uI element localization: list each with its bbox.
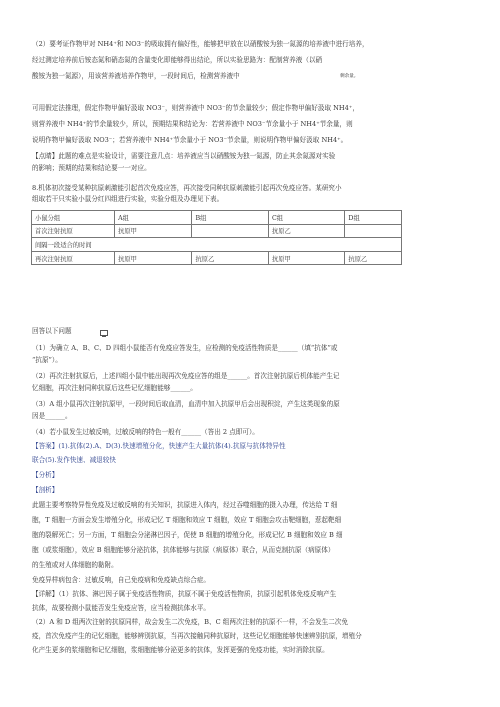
question-1-line-1: （1）为确立 A、B、C、D 四组小鼠能否有免疫应答发生，应检测的免疫活性物质是______（填“抗体”或 bbox=[32, 344, 338, 352]
q7-line-3: 酸铵为独一氮源），用该营养液培养作物甲，一段时间后，检测营养液中 bbox=[32, 72, 240, 80]
analysis-line-2: 胞，T 细胞一方面会发生增殖分化，形成记忆 T 细胞和效应 T 细胞，效应 T 细胞会攻击靶细胞，惹起靶细 bbox=[32, 516, 342, 524]
answer-line-1: 【答案】(1).抗体(2).A、D(3).快速增殖分化，快速产生大量抗体(4).抗原与抗体特异性 bbox=[32, 442, 286, 450]
q8-line-1: 8.机体初次接受某种抗原刺激能引起首次免疫应答，再次接受同种抗原刺激能引起再次免疫应答。某研究小 bbox=[32, 184, 342, 192]
q7-line-5: 则营养液中 NH4⁺的节余量较少，所以，预期结果和结论为：若营养液中 NO3⁻节余量小于 NH4⁺节余量，则 bbox=[32, 120, 353, 128]
table-cell: 抗原乙 bbox=[192, 251, 268, 265]
grouping-table bbox=[31, 210, 402, 265]
analysis-line-3: 胞的裂解死亡；另一方面，T 细胞会分泌淋巴因子，促使 B 细胞的增殖分化，形成记忆 B 细胞和效应 B 细 bbox=[32, 531, 343, 539]
q7-line-4: 可用假定法推理，假定作物甲偏好汲取 NO3⁻，则营养液中 NO3⁻的节余量较少；假定作物甲偏好汲取 NH4⁺， bbox=[32, 104, 359, 112]
table-cell: B组 bbox=[192, 211, 268, 225]
table-header-row bbox=[32, 211, 402, 225]
analysis-line-1: 此题主要考察特异性免疫及过敏反响的有关知识，抗原进入体内，经过吞噬细胞的摄入办理，传达给 T 细 bbox=[32, 501, 338, 509]
explanation-line-2: 抗体，故要检测小鼠能否发生免疫应答，应当检测抗体水平。 bbox=[32, 604, 211, 612]
table-cell: 抗原甲 bbox=[115, 251, 192, 265]
explanation-line-5: 化产生更多的浆细胞和记忆细胞，浆细胞能够分泌更多的抗体，发挥更强的免疫功能，实时消除抗原。 bbox=[32, 646, 329, 654]
question-3-line-2: 因是______。 bbox=[32, 412, 72, 420]
table-interval-cell: 间隔一段适合的时间 bbox=[32, 238, 402, 252]
question-1-line-2: “抗原”）。 bbox=[32, 356, 62, 364]
table-cell: 首次注射抗原 bbox=[32, 224, 115, 238]
table-row bbox=[32, 238, 402, 252]
question-3-line-1: （3）A 组小鼠再次注射抗原甲，一段时间后取血清，血清中加入抗原甲后会出现积淀，产生这类现象的原 bbox=[32, 400, 340, 408]
detail-tag: 【剖析】 bbox=[32, 486, 59, 494]
table-row bbox=[32, 224, 402, 238]
q8-line-2: 组取若干只实验小鼠分红四组进行实验，实验分组及办理见下表。 bbox=[32, 195, 224, 203]
table-cell bbox=[345, 224, 402, 238]
q7-line-1: （2）要考证作物甲对 NH4⁺和 NO3⁻的吸取拥有偏好性，能够把甲放在以硝酸铵为独一氮源的培养液中进行培养， bbox=[32, 40, 369, 48]
table-cell: 抗原乙 bbox=[268, 224, 344, 238]
q7-line-3-tail: 剩余量。 bbox=[340, 74, 359, 79]
question-2-line-1: （2）再次注射抗原后，上述四组小鼠中能出现再次免疫应答的组是______。首次注射抗原后机体能产生记 bbox=[32, 372, 340, 380]
table-cell: 抗原甲 bbox=[268, 251, 344, 265]
q7-line-7: 【点睛】此题的难点是实验设计，需要注意几点：培养液应当以硝酸铵为独一氮源，防止其余氮源对实验 bbox=[32, 152, 336, 160]
q7-line-8: 的影响；预期的结果和结论要一一对应。 bbox=[32, 164, 151, 172]
explanation-line-1: 【详解】（1）抗体、淋巴因子属于免疫活性物质，抗原不属于免疫活性物质，抗原引起机体免疫反响产生 bbox=[32, 590, 337, 598]
table-cell bbox=[192, 224, 268, 238]
table-cell: C组 bbox=[268, 211, 344, 225]
table-cell: 抗原甲 bbox=[115, 224, 192, 238]
table-row bbox=[32, 251, 402, 265]
explanation-line-3: （2）A 和 D 组两次注射的抗原同样，故会发生二次免疫，B、C 组两次注射的抗原不一样，不会发生二次免 bbox=[32, 618, 349, 626]
table-cell: A组 bbox=[115, 211, 192, 225]
table-cell: 再次注射抗原 bbox=[32, 251, 115, 265]
table-cell: 小鼠分组 bbox=[32, 211, 115, 225]
question-2-line-2: 忆细胞，再次注射同种抗原后这些记忆细胞能够______。 bbox=[32, 384, 197, 392]
question-4-line: （4）若小鼠发生过敏反响，过敏反响的特色一般有______（答出 2 点即可）。 bbox=[32, 428, 259, 436]
table-cell: D组 bbox=[345, 211, 402, 225]
answer-line-2: 联合(5).发作快速、减退较快 bbox=[32, 456, 116, 464]
analysis-line-6: 免疫异样病包含：过敏反响，自己免疫病和免疫缺点综合症。 bbox=[32, 576, 211, 584]
analysis-line-4: 胞（或浆细胞），效应 B 细胞能够分泌抗体，抗体能够与抗原（病原体）联合，从而克制抗原（病原体） bbox=[32, 546, 335, 554]
q7-line-2: 经过测定培养前后铵态氮和硝态氮的含量变化即能够得出结论，所以实验思路为：配制营养液（以硝 bbox=[32, 56, 323, 64]
questions-intro: 回答以下问题 bbox=[32, 327, 72, 335]
analysis-line-5: 的生殖或对人体细胞的黏附。 bbox=[32, 561, 118, 569]
comment-icon bbox=[100, 330, 108, 336]
q7-line-6: 说明作物甲偏好汲取 NO3⁻；若营养液中 NH4⁺节余量小于 NO3⁻节余量，则说明作物甲偏好汲取 NH4⁺。 bbox=[32, 136, 348, 144]
table-cell: 抗原乙 bbox=[345, 251, 402, 265]
explanation-line-4: 疫，首次免疫产生的记忆细胞，能够辨别抗原，当再次接触同种抗原时，这些记忆细胞能够快速辨别抗原，增殖分 bbox=[32, 632, 362, 640]
analysis-tag: 【分析】 bbox=[32, 471, 59, 479]
